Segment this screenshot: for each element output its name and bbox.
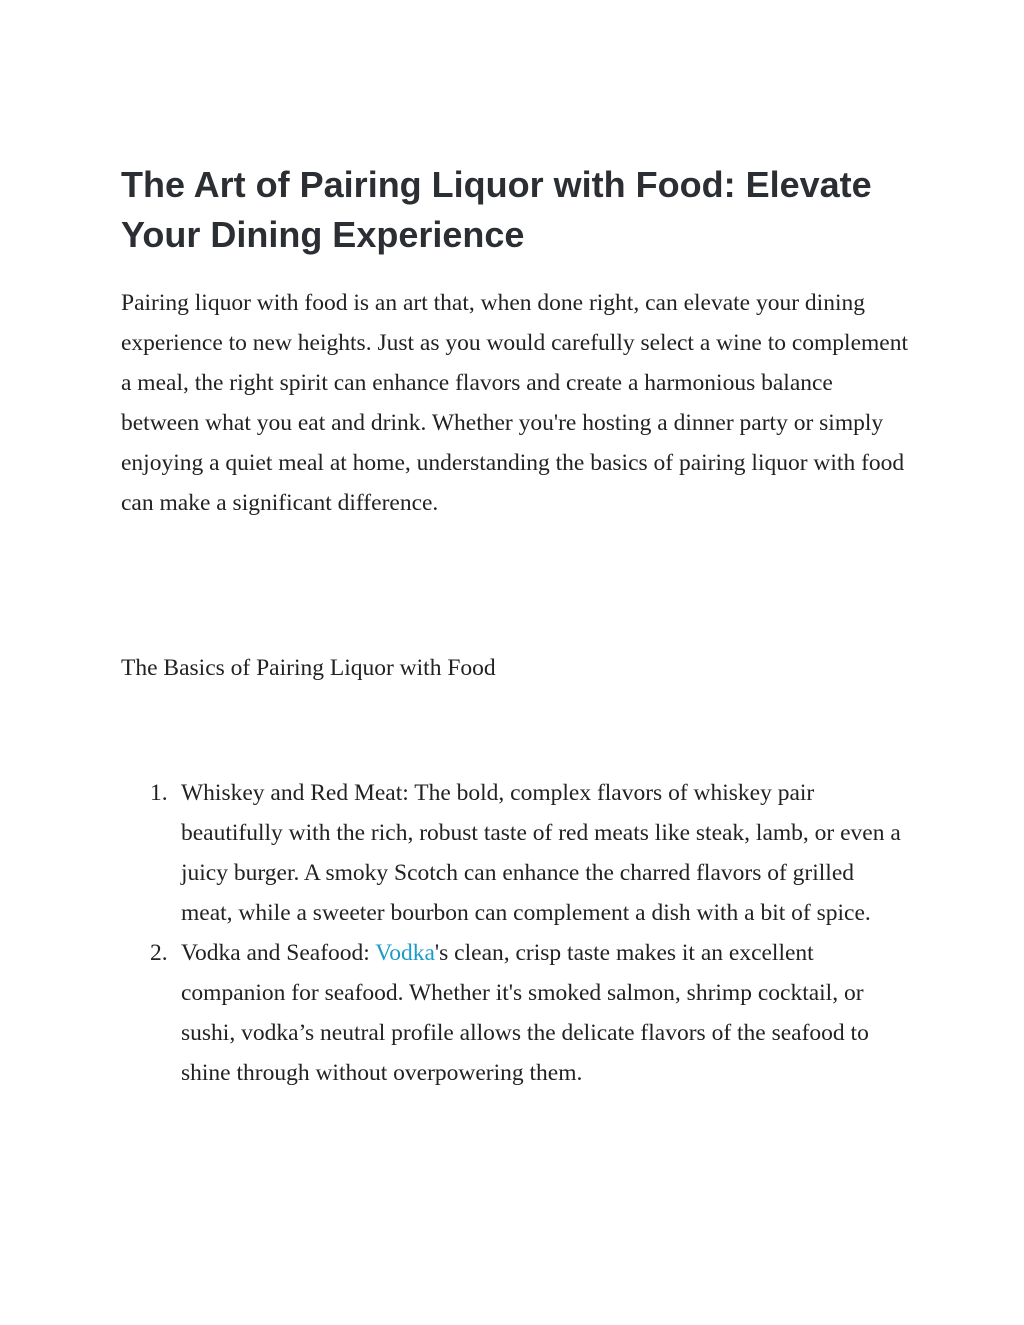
list-item-text: Whiskey and Red Meat: The bold, complex flavors of whiskey pair beautifully with the rich, robust taste of red meats like steak, lamb, or even a juicy burger. A smoky Scotch can enhance the charred flavors of grilled meat, while a sweeter bourbon can complement a dish with a bit of spice. [181,780,901,926]
list-item-whiskey [121,773,911,933]
list-item-text-before-link: Vodka and Seafood: [181,940,376,966]
list-item-text-after-link: 's clean, crisp taste makes it an excellent companion for seafood. Whether it's smoked salmon, shrimp cocktail, or sushi, vodka’s neutral profile allows the delicate flavors of the seafood to shine through without overpowering them. [181,940,869,1086]
list-item-number: 1. [150,780,168,806]
list-item-number: 2. [150,940,168,966]
article-title: The Art of Pairing Liquor with Food: Elevate Your Dining Experience [121,164,872,255]
pairing-list [121,773,911,1093]
vodka-link[interactable]: Vodka [375,940,435,966]
intro-paragraph: Pairing liquor with food is an art that, when done right, can elevate your dining experience to new heights. Just as you would carefully select a wine to complement a meal, the right spirit can enhance flavors and create a harmonious balance between what you eat and drink. Whether you're hosting a dinner party or simply enjoying a quiet meal at home, understanding the basics of pairing liquor with food can make a significant difference. [121,290,909,516]
list-item-vodka [121,933,911,1093]
section-heading: The Basics of Pairing Liquor with Food [121,655,496,681]
